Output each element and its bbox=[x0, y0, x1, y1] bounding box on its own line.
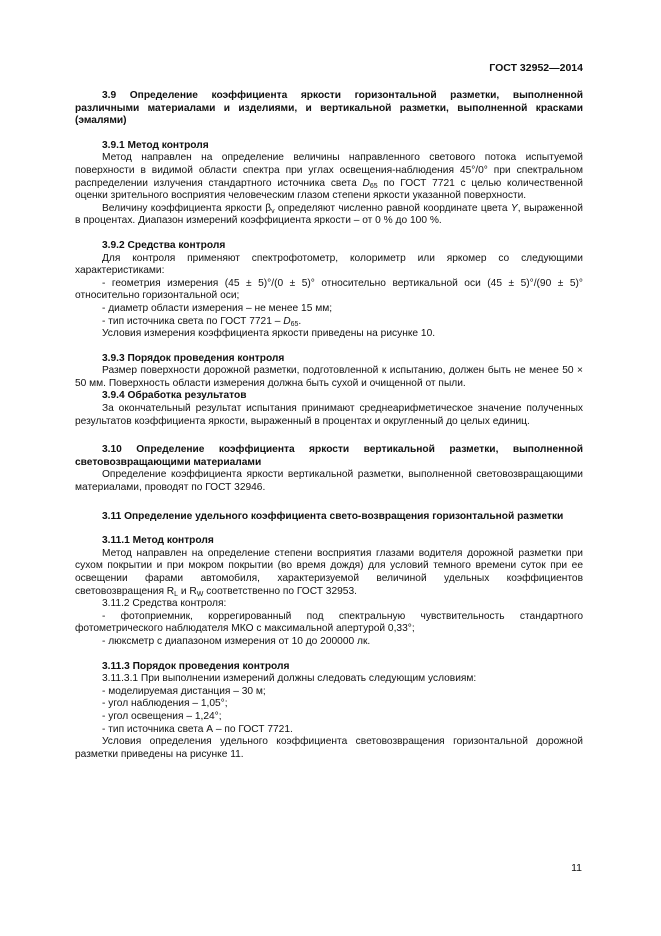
list-item-luxmeter: - люксметр с диапазоном измерения от 10 до 200000 лк. bbox=[102, 635, 371, 647]
section-3-11-2-title: 3.11.2 Средства контроля: bbox=[102, 598, 227, 610]
section-3-9-title: 3.9 Определение коэффициента яркости горизонтальной разметки, выполненной различными материалами и изделиями, и вертикальной разметки, выполненной красками (эмалями) bbox=[75, 90, 583, 127]
section-3-9-1-paragraph-2: Величину коэффициента яркости $\beta_v$ определяют численно равной координате цвета Y, выраженной в процентах. Диапазон измерений коэффициента яркости – от 0 % до 100 %. bbox=[75, 202, 583, 227]
section-3-9-3-title: 3.9.3 Порядок проведения контроля bbox=[102, 352, 285, 364]
section-3-9-1-paragraph-1: Метод направлен на определение величины направленного светового потока испытуемой поверхности в видимой области спектра при углах освещения-наблюдения 45°/0° при спектральном распределении излучения стандартного источника света $D_{65}$ по ГОСТ 7721 с целью количественной оценки зрительного восприятия человеческим глазом степени яркости указанной поверхности. bbox=[75, 152, 583, 202]
section-3-10-title: 3.10 Определение коэффициента яркости вертикальной разметки, выполненной световозвращающими материалами bbox=[75, 444, 583, 468]
section-3-9-4-title: 3.9.4 Обработка результатов bbox=[102, 390, 247, 402]
section-3-9-3-paragraph-1: Размер поверхности дорожной разметки, подготовленной к испытанию, должен быть не менее 50 × 50 мм. Поверхность области измерения должна быть сухой и очищенной от пыли. bbox=[75, 365, 583, 389]
list-item-light-source-a: - тип источника света А – по ГОСТ 7721. bbox=[102, 723, 293, 735]
section-3-11-1-title: 3.11.1 Метод контроля bbox=[102, 535, 214, 547]
section-3-9-4-paragraph-1: За окончательный результат испытания принимают среднеарифметическое значение полученных результатов коэффициента яркости, выраженный в процентах и округленный до целых единиц. bbox=[75, 403, 583, 427]
section-3-9-2-paragraph-2: Условия измерения коэффициента яркости приведены на рисунке 10. bbox=[102, 328, 436, 340]
list-item-photodetector: - фотоприемник, коррегированный под спектральную чувствительность стандартного фотометрического наблюдателя МКО с максимальной апертурой 0,33°; bbox=[75, 610, 583, 635]
standard-code-header: ГОСТ 32952—2014 bbox=[489, 62, 583, 74]
section-3-9-2-paragraph-1: Для контроля применяют спектрофотометр, колориметр или яркомер со следующими характеристиками: bbox=[75, 252, 583, 277]
section-3-11-1-paragraph-1: Метод направлен на определение степени восприятия глазами водителя дорожной разметки при сухом покрытии и при мокром покрытии (во время дождя) для условий темного времени суток при ее освещении фарами автомобиля, характеризуемой величиной удельных коэффициентов световозвращения $R_L$ и $R_W$ соответственно по ГОСТ 32953. bbox=[75, 547, 583, 598]
list-item-observation-angle: - угол наблюдения – 1,05°; bbox=[102, 698, 228, 710]
section-3-11-3-paragraph-2: Условия определения удельного коэффициента световозвращения горизонтальной дорожной разметки приведены на рисунке 11. bbox=[75, 736, 583, 760]
list-item-distance: - моделируемая дистанция – 30 м; bbox=[102, 685, 266, 697]
section-3-10-paragraph-1: Определение коэффициента яркости вертикальной разметки, выполненной световозвращающими материалами, проводят по ГОСТ 32946. bbox=[75, 469, 583, 494]
section-3-9-2-title: 3.9.2 Средства контроля bbox=[102, 239, 226, 251]
list-item-illumination-angle: - угол освещения – 1,24°; bbox=[102, 710, 222, 722]
list-item-geometry: - геометрия измерения (45 ± 5)°/(0 ± 5)° относительно вертикальной оси (45 ± 5)°/(90 ± 5)° относительно горизонтальной оси; bbox=[75, 277, 583, 302]
document-body bbox=[75, 90, 583, 761]
section-3-11-3-1-paragraph: 3.11.3.1 При выполнении измерений должны следовать следующим условиям: bbox=[102, 673, 477, 685]
list-item-light-source: - тип источника света по ГОСТ $7721 - D_{65}$. bbox=[102, 315, 302, 328]
section-3-11-title: 3.11 Определение удельного коэффициента свето-возвращения горизонтальной разметки bbox=[102, 510, 564, 522]
page-number: 11 bbox=[571, 862, 582, 874]
section-3-11-3-title: 3.11.3 Порядок проведения контроля bbox=[102, 660, 290, 672]
list-item-diameter: - диаметр области измерения – не менее 15 мм; bbox=[102, 302, 333, 314]
section-3-9-1-title: 3.9.1 Метод контроля bbox=[102, 139, 209, 151]
